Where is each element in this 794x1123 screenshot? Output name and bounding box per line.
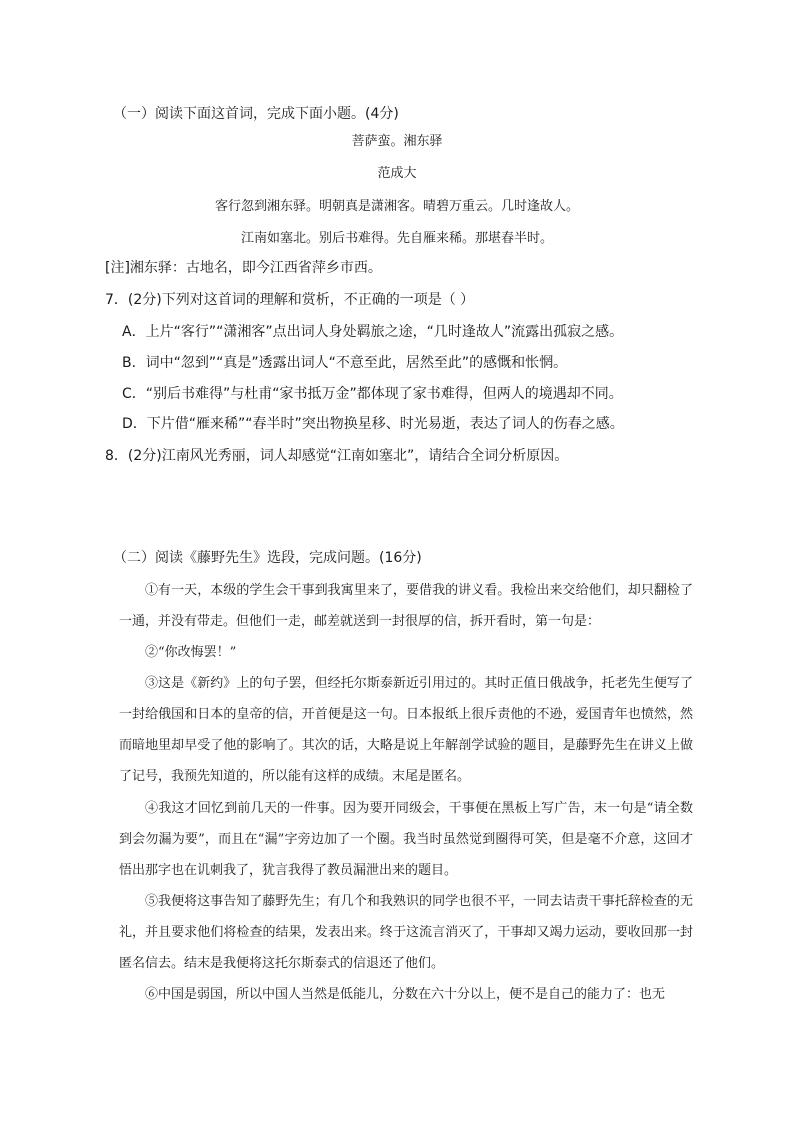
question-7-option-c: C．“别后书难得”与杜甫“家书抵万金”都体现了家书难得，但两人的境遇却不同。 bbox=[122, 386, 623, 402]
poem-line-1: 客行忽到湘东驿。明朝真是潇湘客。晴碧万重云。几时逢故人。 bbox=[214, 199, 579, 214]
question-7-option-b: B．词中“忽到”“真是”透露出词人“不意至此，居然至此”的感慨和怅惘。 bbox=[122, 355, 568, 371]
passage-paragraph-4: ④我这才回忆到前几天的一件事。因为要开同级会，干事便在黑板上写广告，末一句是“请全数到会勿漏为要”，而且在“漏”字旁边加了一个圈。我当时虽然觉到圈得可笑，但是毫不介意，这回才悟出那字也在讥刺我了，犹言我得了教员漏泄出来的题目。 bbox=[119, 801, 693, 878]
question-7-option-d: D．下片借“雁来稀”“春半时”突出物换星移、时光易逝，表达了词人的伤春之感。 bbox=[122, 416, 624, 432]
section2-heading: （二）阅读《藤野先生》选段，完成问题。(16分) bbox=[113, 550, 422, 566]
poem-note: [注]湘东驿：古地名，即今江西省萍乡市西。 bbox=[105, 260, 382, 276]
question-7-stem: 7．(2分)下列对这首词的理解和赏析，不正确的一项是（ ） bbox=[105, 292, 475, 308]
poem-title: 菩萨蛮。湘东驿 bbox=[351, 134, 443, 149]
passage-paragraph-3: ③这是《新约》上的句子罢，但经托尔斯泰新近引用过的。其时正值日俄战争，托老先生便写了一封给俄国和日本的皇帝的信，开首便是这一句。日本报纸上很斥责他的不逊，爱国青年也愤然，然而暗地里却早受了他的影响了。其次的话，大略是说上年解剖学试验的题目，是藤野先生在讲义上做了记号，我预先知道的，所以能有这样的成绩。末尾是匿名。 bbox=[119, 676, 693, 784]
passage-paragraph-2: ②“你改悔罢！” bbox=[145, 645, 237, 660]
question-7-option-a: A．上片“客行”“潇湘客”点出词人身处羁旅之途，“几时逢故人”流露出孤寂之感。 bbox=[122, 324, 624, 340]
question-8-stem: 8．(2分)江南风光秀丽，词人却感觉“江南如塞北”，请结合全词分析原因。 bbox=[105, 448, 569, 464]
poem-line-2: 江南如塞北。别后书难得。先自雁来稀。那堪春半时。 bbox=[240, 231, 553, 246]
poem-author: 范成大 bbox=[377, 166, 417, 181]
passage-paragraph-6: ⑥中国是弱国，所以中国人当然是低能儿，分数在六十分以上，便不是自己的能力了：也无 bbox=[145, 987, 666, 1002]
passage-paragraph-5: ⑤我便将这事告知了藤野先生；有几个和我熟识的同学也很不平，一同去诘责干事托辞检查的无礼，并且要求他们将检查的结果，发表出来。终于这流言消灭了，干事却又竭力运动，要收回那一封匿名信去。结末是我便将这托尔斯泰式的信退还了他们。 bbox=[119, 894, 693, 971]
passage-paragraph-1: ①有一天，本级的学生会干事到我寓里来了，要借我的讲义看。我检出来交给他们，却只翻检了一通，并没有带走。但他们一走，邮差就送到一封很厚的信，拆开看时，第一句是： bbox=[119, 583, 693, 629]
section1-heading: （一）阅读下面这首词，完成下面小题。(4分) bbox=[113, 106, 399, 122]
